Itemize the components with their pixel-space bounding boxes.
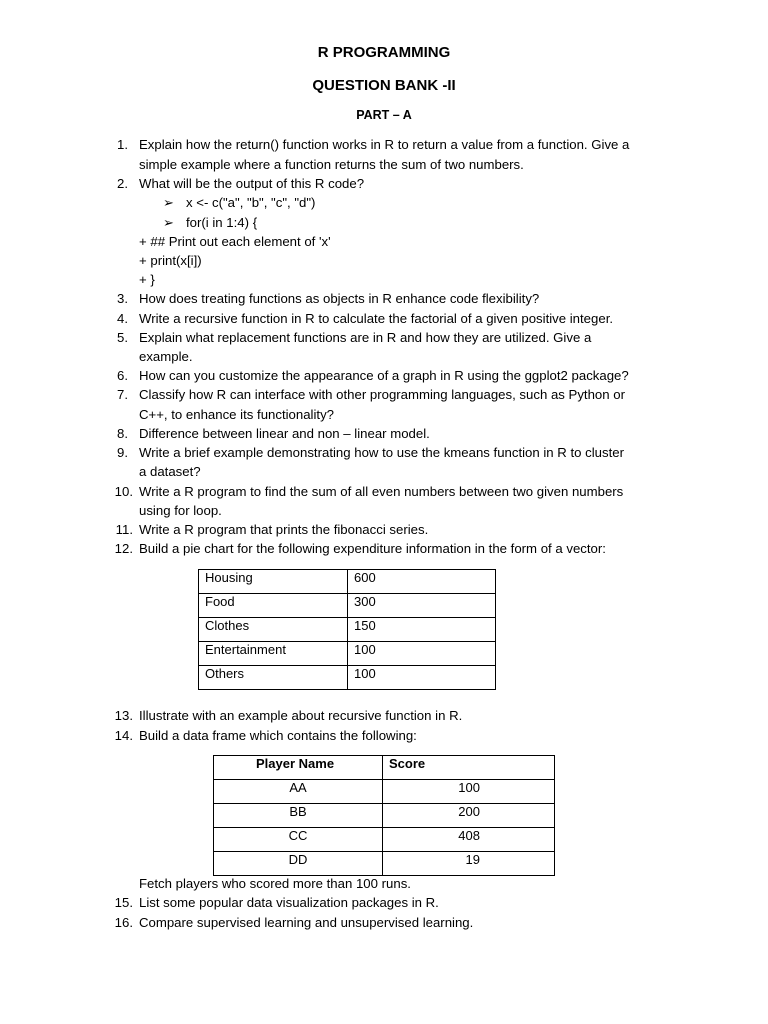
question-number: 3.: [117, 291, 128, 306]
part-heading: PART – A: [356, 108, 412, 122]
table-cell: 100: [348, 642, 496, 666]
arrow-bullet-icon: ➢: [163, 215, 174, 230]
question-text: Difference between linear and non – linear model.: [139, 426, 430, 441]
column-header: Player Name: [214, 756, 383, 780]
question-number: 15.: [114, 895, 133, 910]
table-row: [199, 594, 496, 618]
code-line: x <- c("a", "b", "c", "d"): [186, 195, 316, 210]
question-text: Build a data frame which contains the following:: [139, 728, 417, 743]
document-subtitle: QUESTION BANK -II: [312, 77, 456, 94]
question-text: Fetch players who scored more than 100 runs.: [139, 876, 411, 891]
table-cell: Housing: [199, 570, 348, 594]
table-cell: 100: [348, 666, 496, 690]
arrow-bullet-icon: ➢: [163, 195, 174, 210]
question-text: Write a R program to find the sum of all even numbers between two given numbers: [139, 484, 624, 499]
question-text: Explain how the return() function works in R to return a value from a function. Give a: [139, 137, 630, 152]
question-text: How does treating functions as objects in R enhance code flexibility?: [139, 291, 540, 306]
question-text: a dataset?: [139, 464, 201, 479]
table-cell: 100: [383, 780, 555, 804]
question-number: 2.: [117, 176, 128, 191]
table-cell: Food: [199, 594, 348, 618]
question-number: 5.: [117, 330, 128, 345]
question-number: 7.: [117, 387, 128, 402]
question-number: 1.: [117, 137, 128, 152]
question-number: 10.: [114, 484, 133, 499]
question-text: Classify how R can interface with other programming languages, such as Python or: [139, 387, 625, 402]
question-number: 8.: [117, 426, 128, 441]
table-cell: 408: [383, 828, 555, 852]
question-text: example.: [139, 349, 193, 364]
table-cell: DD: [214, 852, 383, 876]
table-row: [214, 828, 555, 852]
question-text: simple example where a function returns the sum of two numbers.: [139, 157, 524, 172]
table-cell: BB: [214, 804, 383, 828]
question-text: Build a pie chart for the following expenditure information in the form of a vector:: [139, 541, 606, 556]
table-row: [199, 570, 496, 594]
table-cell: Entertainment: [199, 642, 348, 666]
question-text: How can you customize the appearance of a graph in R using the ggplot2 package?: [139, 368, 629, 383]
question-number: 9.: [117, 445, 128, 460]
table-row: [199, 666, 496, 690]
question-number: 11.: [115, 522, 133, 537]
expenditure-table: [198, 569, 496, 690]
table-cell: 600: [348, 570, 496, 594]
question-number: 12.: [114, 541, 133, 556]
question-number: 4.: [117, 311, 128, 326]
question-number: 16.: [114, 915, 133, 930]
question-number: 14.: [114, 728, 133, 743]
table-row: [199, 618, 496, 642]
document-title: R PROGRAMMING: [317, 44, 451, 61]
code-line: + ## Print out each element of 'x': [139, 234, 331, 249]
code-line: + }: [139, 272, 155, 287]
question-text: using for loop.: [139, 503, 222, 518]
player-score-table: [213, 755, 555, 876]
table-cell: 150: [348, 618, 496, 642]
question-text: Write a R program that prints the fibonacci series.: [139, 522, 429, 537]
question-number: 13.: [114, 708, 133, 723]
code-line: for(i in 1:4) {: [186, 215, 258, 230]
question-text: C++, to enhance its functionality?: [139, 407, 335, 422]
column-header: Score: [383, 756, 555, 780]
question-text: Compare supervised learning and unsupervised learning.: [139, 915, 474, 930]
question-text: Write a recursive function in R to calculate the factorial of a given positive integer.: [139, 311, 614, 326]
table-cell: 200: [383, 804, 555, 828]
table-cell: Clothes: [199, 618, 348, 642]
table-cell: 19: [383, 852, 555, 876]
table-cell: CC: [214, 828, 383, 852]
table-row: [199, 642, 496, 666]
table-header-row: [214, 756, 555, 780]
table-row: [214, 852, 555, 876]
question-text: Write a brief example demonstrating how to use the kmeans function in R to cluster: [139, 445, 625, 460]
question-text: List some popular data visualization packages in R.: [139, 895, 439, 910]
question-number: 6.: [117, 368, 128, 383]
table-row: [214, 804, 555, 828]
table-cell: AA: [214, 780, 383, 804]
table-row: [214, 780, 555, 804]
table-cell: Others: [199, 666, 348, 690]
question-text: Illustrate with an example about recursive function in R.: [139, 708, 463, 723]
question-text: Explain what replacement functions are in R and how they are utilized. Give a: [139, 330, 592, 345]
table-cell: 300: [348, 594, 496, 618]
code-line: + print(x[i]): [139, 253, 202, 268]
question-text: What will be the output of this R code?: [139, 176, 365, 191]
